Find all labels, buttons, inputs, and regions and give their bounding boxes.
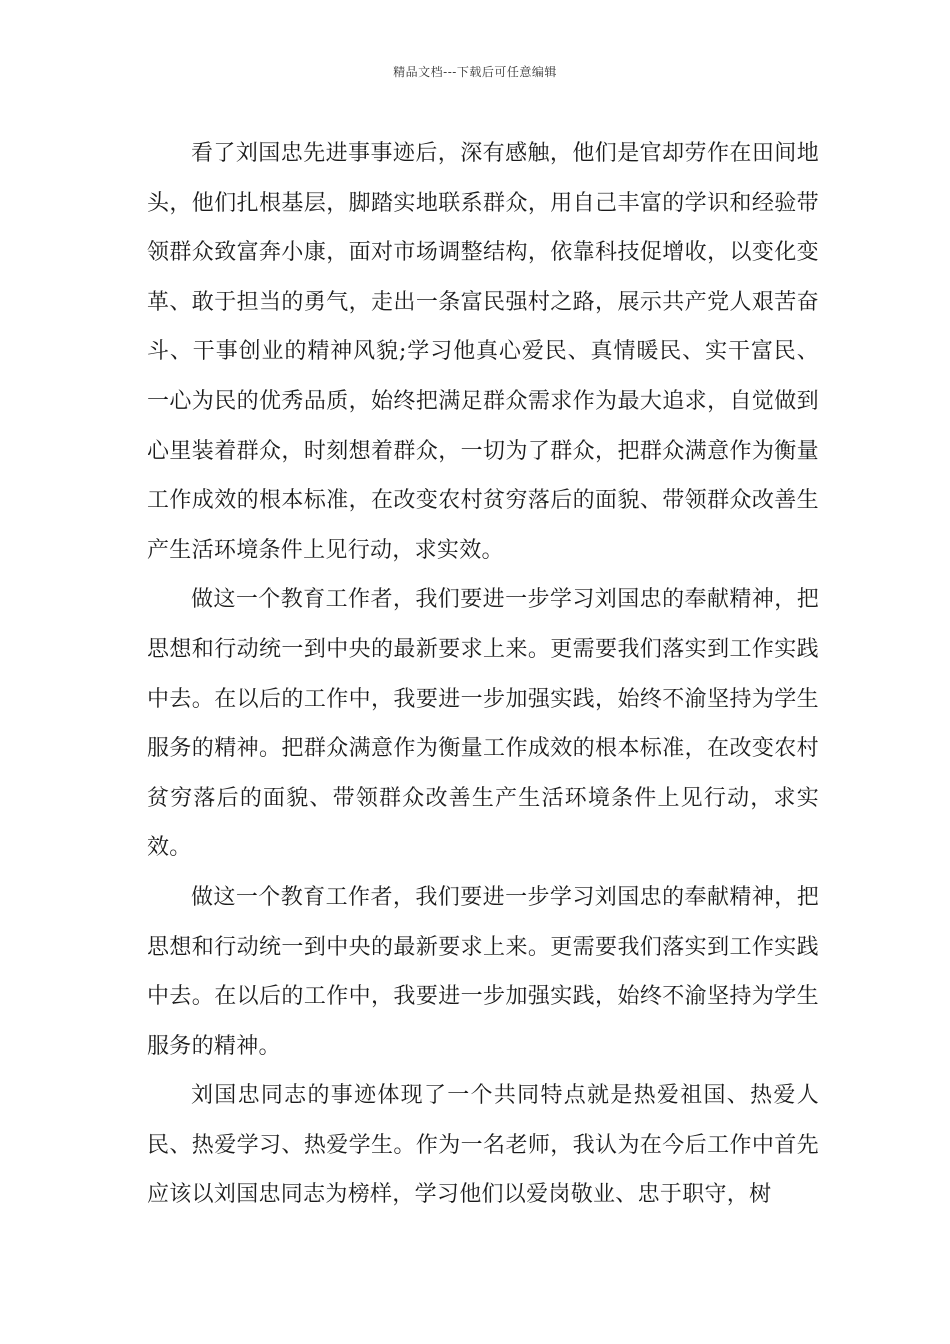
paragraph-4: 刘国忠同志的事迹体现了一个共同特点就是热爱祖国、热爱人民、热爱学习、热爱学生。作为一名老师，我认为在今后工作中首先应该以刘国忠同志为榜样，学习他们以爱岗敬业、忠于职守，树 <box>147 1083 819 1208</box>
paragraph-2: 做这一个教育工作者，我们要进一步学习刘国忠的奉献精神，把思想和行动统一到中央的最新要求上来。更需要我们落实到工作实践中去。在以后的工作中，我要进一步加强实践，始终不渝坚持为学生服务的精神。把群众满意作为衡量工作成效的根本标准，在改变农村贫穷落后的面貌、带领群众改善生产生活环境条件上见行动，求实效。 <box>147 587 819 861</box>
page-header: 精品文档---下载后可任意编辑 <box>393 65 557 79</box>
paragraph-1: 看了刘国忠先进事事迹后，深有感触，他们是官却劳作在田间地头，他们扎根基层，脚踏实地联系群众，用自己丰富的学识和经验带领群众致富奔小康，面对市场调整结构，依靠科技促增收，以变化变革、敢于担当的勇气，走出一条富民强村之路，展示共产党人艰苦奋斗、干事创业的精神风貌;学习他真心爱民、真情暖民、实干富民、一心为民的优秀品质，始终把满足群众需求作为最大追求，自觉做到心里装着群众，时刻想着群众，一切为了群众，把群众满意作为衡量工作成效的根本标准，在改变农村贫穷落后的面貌、带领群众改善生产生活环境条件上见行动，求实效。 <box>147 141 819 563</box>
paragraph-3: 做这一个教育工作者，我们要进一步学习刘国忠的奉献精神，把思想和行动统一到中央的最新要求上来。更需要我们落实到工作实践中去。在以后的工作中，我要进一步加强实践，始终不渝坚持为学生服务的精神。 <box>147 884 819 1059</box>
document-body <box>147 129 819 1220</box>
